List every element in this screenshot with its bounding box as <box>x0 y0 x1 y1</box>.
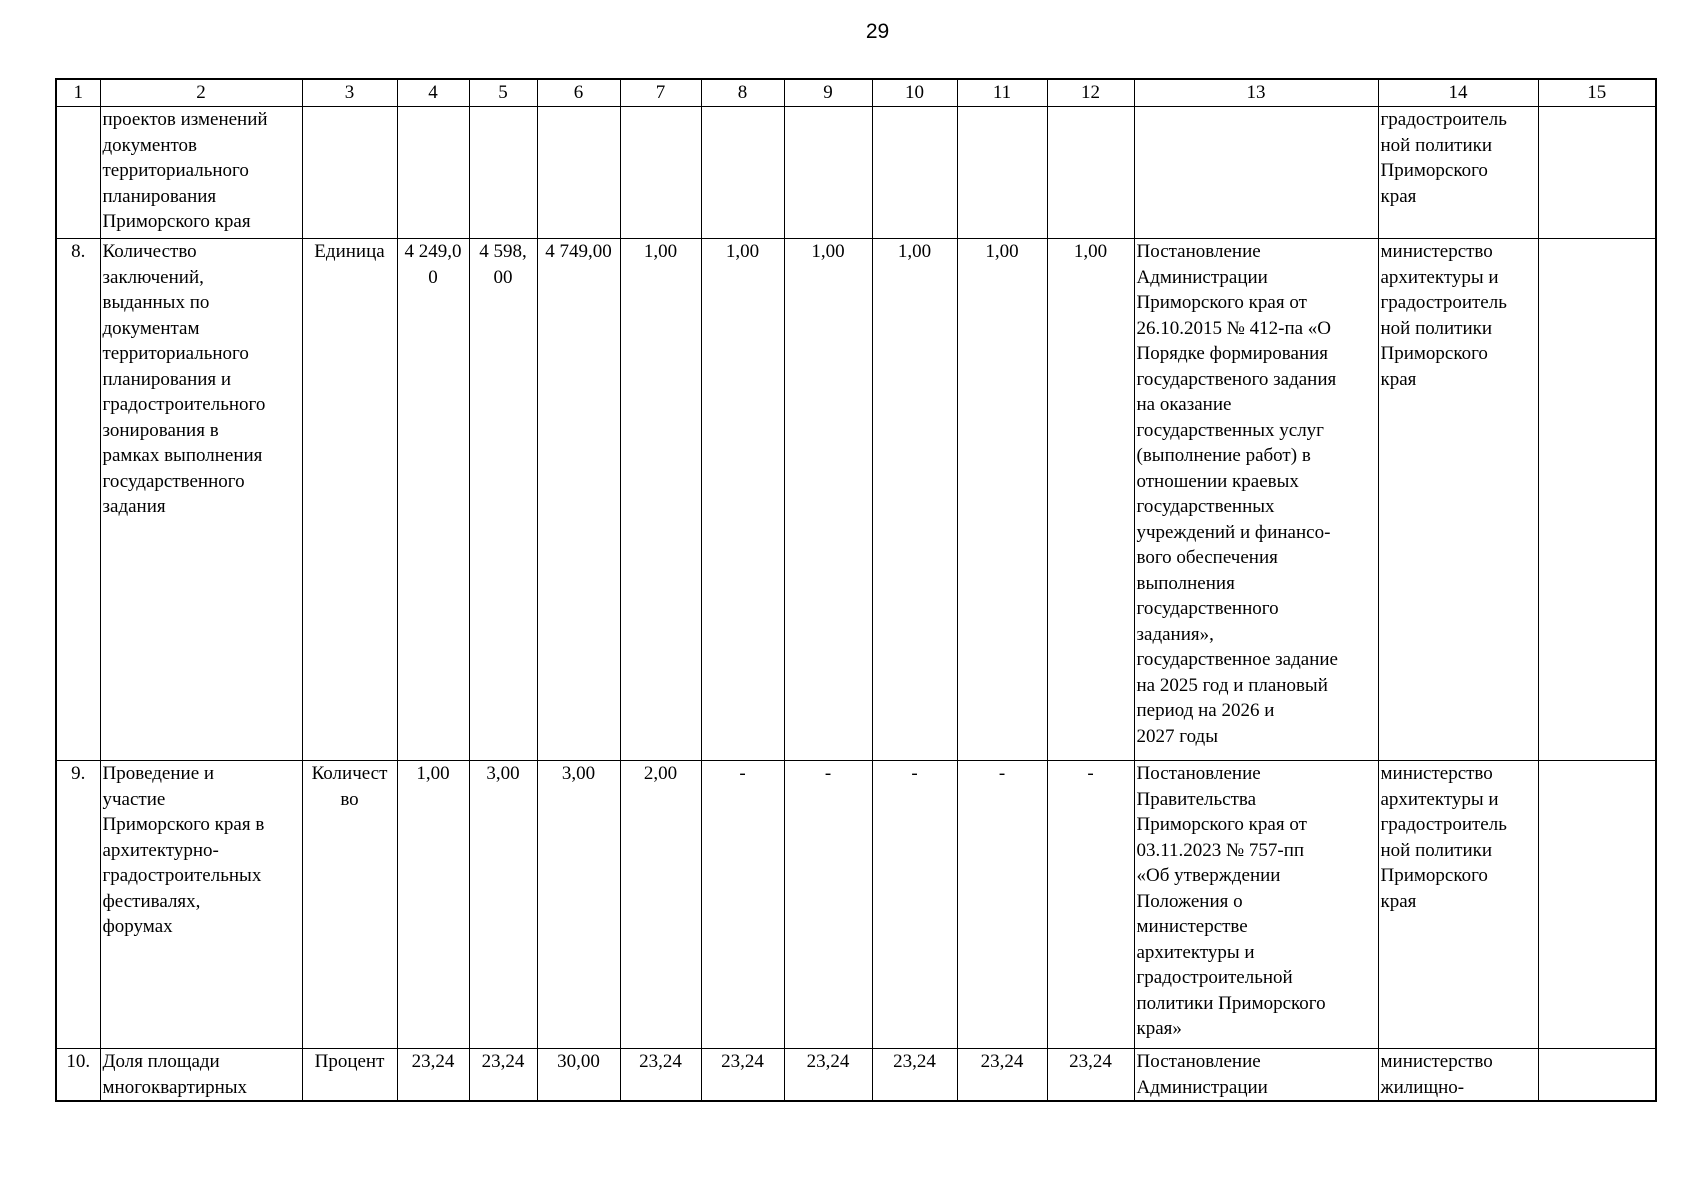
note-cell <box>1538 1049 1656 1102</box>
table-row <box>56 107 1656 239</box>
value-cell <box>784 107 872 239</box>
value-cell: 23,24 <box>701 1049 784 1102</box>
indicator-name: Доля площади многоквартирных <box>100 1049 302 1102</box>
table-row <box>56 239 1656 761</box>
responsible-cell: министерство архитектуры и градостроитель ной политики Приморского края <box>1378 239 1538 761</box>
column-header: 12 <box>1047 79 1134 107</box>
value-cell: 23,24 <box>957 1049 1047 1102</box>
value-cell: 23,24 <box>1047 1049 1134 1102</box>
indicator-name: Проведение и участие Приморского края в архитектурно- градостроительных фестивалях, форумах <box>100 761 302 1049</box>
value-cell <box>620 107 701 239</box>
legal-basis-cell <box>1134 107 1378 239</box>
value-cell: 3,00 <box>469 761 537 1049</box>
legal-basis-cell: Постановление Администрации Приморского края от 26.10.2015 № 412-па «О Порядке формирования государственого задания на оказание государственных услуг (выполнение работ) в отношении краевых государственных учреждений и финансо- вого обеспечения выполнения государственного задания», государственное задание на 2025 год и плановый период на 2026 и 2027 годы <box>1134 239 1378 761</box>
column-header: 5 <box>469 79 537 107</box>
column-header: 13 <box>1134 79 1378 107</box>
value-cell: 23,24 <box>872 1049 957 1102</box>
table-row <box>56 761 1656 1049</box>
value-cell: - <box>784 761 872 1049</box>
value-cell: 4 749,00 <box>537 239 620 761</box>
indicators-table <box>55 78 1657 1102</box>
note-cell <box>1538 239 1656 761</box>
value-cell: 3,00 <box>537 761 620 1049</box>
column-header: 1 <box>56 79 100 107</box>
value-cell <box>397 107 469 239</box>
value-cell: - <box>872 761 957 1049</box>
responsible-cell: министерство жилищно- <box>1378 1049 1538 1102</box>
row-number: 9. <box>56 761 100 1049</box>
value-cell: 1,00 <box>784 239 872 761</box>
value-cell: - <box>1047 761 1134 1049</box>
page-number: 29 <box>865 20 890 43</box>
value-cell: 1,00 <box>397 761 469 1049</box>
value-cell: 23,24 <box>469 1049 537 1102</box>
value-cell: 1,00 <box>701 239 784 761</box>
value-cell: 4 249,0 0 <box>397 239 469 761</box>
value-cell: 2,00 <box>620 761 701 1049</box>
row-number: 8. <box>56 239 100 761</box>
unit-cell: Процент <box>302 1049 397 1102</box>
column-header: 10 <box>872 79 957 107</box>
responsible-cell: министерство архитектуры и градостроитель ной политики Приморского края <box>1378 761 1538 1049</box>
unit-cell <box>302 107 397 239</box>
column-header: 4 <box>397 79 469 107</box>
value-cell <box>957 107 1047 239</box>
value-cell: 23,24 <box>397 1049 469 1102</box>
column-header: 8 <box>701 79 784 107</box>
column-header: 9 <box>784 79 872 107</box>
row-number: 10. <box>56 1049 100 1102</box>
indicator-name: проектов изменений документов территориального планирования Приморского края <box>100 107 302 239</box>
column-header: 7 <box>620 79 701 107</box>
column-header: 3 <box>302 79 397 107</box>
unit-cell: Единица <box>302 239 397 761</box>
column-header: 14 <box>1378 79 1538 107</box>
value-cell: 23,24 <box>620 1049 701 1102</box>
table-header-row <box>56 79 1656 107</box>
note-cell <box>1538 761 1656 1049</box>
legal-basis-cell: Постановление Администрации <box>1134 1049 1378 1102</box>
indicator-name: Количество заключений, выданных по документам территориального планирования и градостроительного зонирования в рамках выполнения государственного задания <box>100 239 302 761</box>
column-header: 15 <box>1538 79 1656 107</box>
value-cell: 1,00 <box>957 239 1047 761</box>
value-cell: 1,00 <box>620 239 701 761</box>
legal-basis-cell: Постановление Правительства Приморского края от 03.11.2023 № 757-пп «Об утверждении Положения о министерстве архитектуры и градостроительной политики Приморского края» <box>1134 761 1378 1049</box>
value-cell <box>701 107 784 239</box>
unit-cell: Количест во <box>302 761 397 1049</box>
column-header: 11 <box>957 79 1047 107</box>
value-cell <box>872 107 957 239</box>
value-cell: 1,00 <box>1047 239 1134 761</box>
row-number <box>56 107 100 239</box>
value-cell <box>469 107 537 239</box>
note-cell <box>1538 107 1656 239</box>
column-header: 2 <box>100 79 302 107</box>
value-cell: - <box>957 761 1047 1049</box>
value-cell: 30,00 <box>537 1049 620 1102</box>
value-cell: 1,00 <box>872 239 957 761</box>
table-row <box>56 1049 1656 1102</box>
value-cell: 4 598, 00 <box>469 239 537 761</box>
column-header: 6 <box>537 79 620 107</box>
value-cell: 23,24 <box>784 1049 872 1102</box>
value-cell <box>537 107 620 239</box>
value-cell <box>1047 107 1134 239</box>
responsible-cell: градостроитель ной политики Приморского края <box>1378 107 1538 239</box>
value-cell: - <box>701 761 784 1049</box>
